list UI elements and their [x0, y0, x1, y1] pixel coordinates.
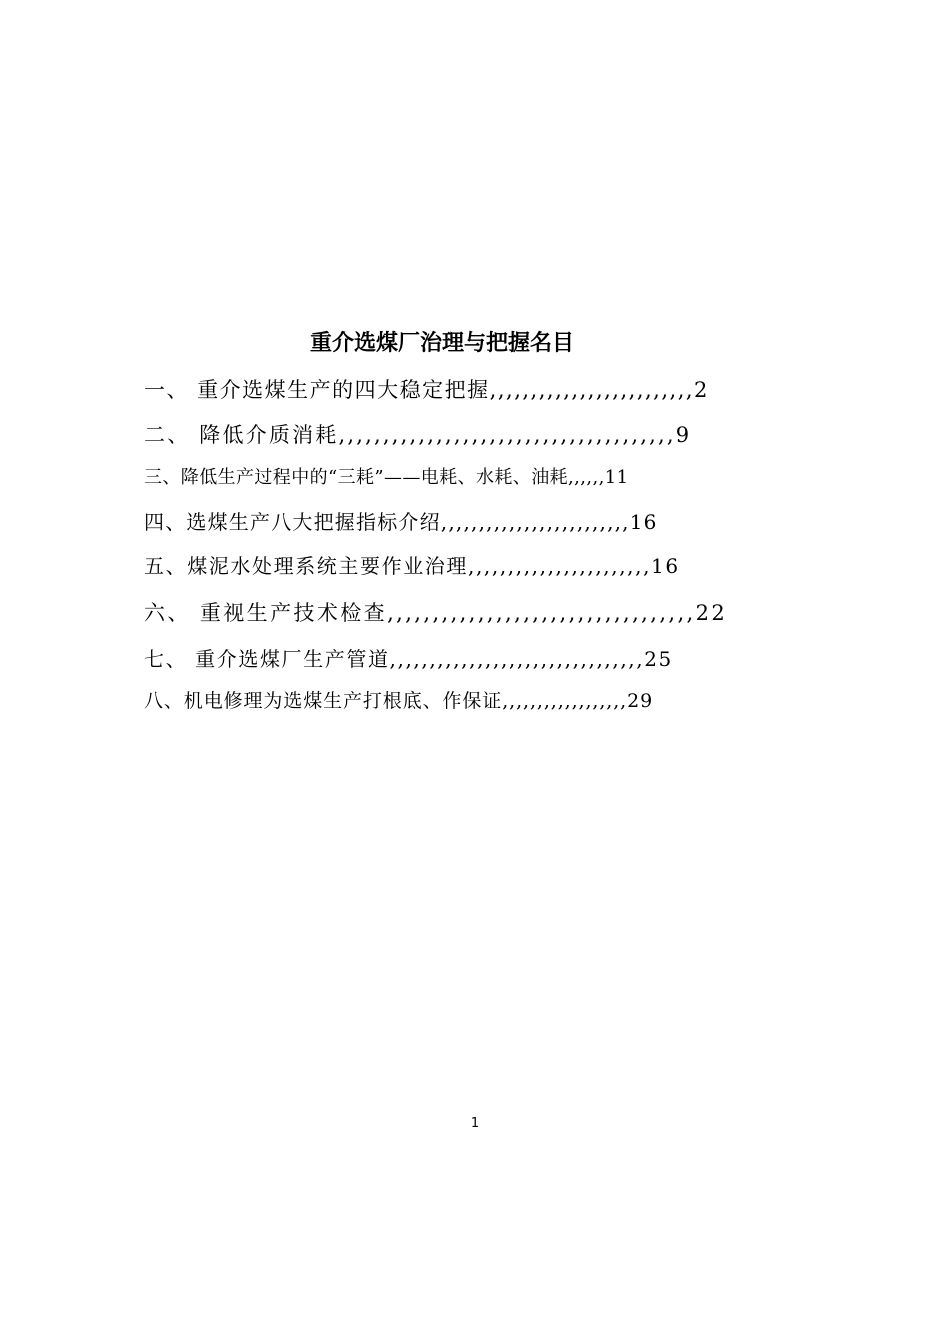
toc-entry-4[interactable]: 四、选煤生产八大把握指标介绍,,,,,,,,,,,,,,,,,,,,,,,,,16	[144, 510, 658, 534]
toc-entry-1[interactable]: 一、 重介选煤生产的四大稳定把握,,,,,,,,,,,,,,,,,,,,,,,,,2	[144, 378, 709, 402]
toc-entry-7[interactable]: 七、 重介选煤厂生产管道,,,,,,,,,,,,,,,,,,,,,,,,,,,,,,,,25	[144, 647, 673, 671]
toc-entry-3[interactable]: 三、降低生产过程中的“三耗”——电耗、水耗、油耗,,,,,,11	[144, 467, 629, 488]
toc-entry-5[interactable]: 五、煤泥水处理系统主要作业治理,,,,,,,,,,,,,,,,,,,,,,,16	[144, 554, 680, 578]
toc-entry-6[interactable]: 六、 重视生产技术检查,,,,,,,,,,,,,,,,,,,,,,,,,,,,,,,,,,22	[144, 601, 728, 625]
page-number: 1	[470, 1116, 480, 1131]
toc-entry-2[interactable]: 二、 降低介质消耗,,,,,,,,,,,,,,,,,,,,,,,,,,,,,,,,,,,,,,9	[144, 423, 692, 447]
toc-title: 重介选煤厂治理与把握名目	[309, 331, 574, 356]
toc-entry-8[interactable]: 八、机电修理为选煤生产打根底、作保证,,,,,,,,,,,,,,,,,,29	[144, 690, 654, 712]
